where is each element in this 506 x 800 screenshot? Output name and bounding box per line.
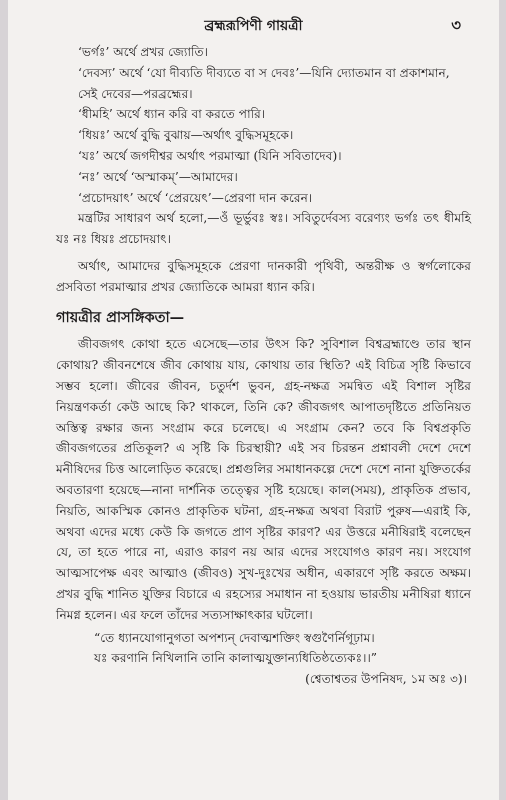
page-header (8, 14, 499, 40)
book-page (8, 0, 499, 800)
section-body-paragraph: জীবজগৎ কোথা হতে এসেছে—তার উৎস কি? সুবিশাল বিশ্বব্রহ্মাণ্ডে তার স্থান কোথায়? জীবনশেষে জীব কোথায় যায়, কোথায় তার স্থিতি? এই বিচিত্র সৃষ্টি কিভাবে সম্ভব হলো। জীবের জীবন, চতুর্দশ ভুবন, গ্রহ-নক্ষত্র সমন্বিত এই বিশাল সৃষ্টির নিয়ন্ত্রণকর্তা কেউ আছে কি? থাকলে, তিনি কে? জীবজগৎ আপাতদৃষ্টিতে প্রতিনিয়ত অস্তিত্ব রক্ষার জন্য সংগ্রাম করে চলেছে। এ সংগ্রাম কেন? তবে কি বিশ্বপ্রকৃতি জীবজগতের প্রতিকূল? এ সৃষ্টি কি চিরস্থায়ী? এই সব চিরন্তন প্রশ্নাবলী দেশে দেশে মনীষিদের চিত্ত আলোড়িত করেছে। প্রশ্নগুলির সমাধানকল্পে দেশে দেশে নানা যুক্তিতর্কের অবতারণা হয়েছে—নানা দার্শনিক তত্ত্বের সৃষ্টি হয়েছে। কাল(সময়), প্রাকৃতিক প্রভাব, নিয়তি, আকস্মিক কোনও প্রাকৃতিক ঘটনা, গ্রহ-নক্ষত্র অথবা বিরাট পুরুষ—এরাই কি, অথবা এদের মধ্যে কেউ কি জগতে প্রাণ সৃষ্টির কারণ? এর উত্তরে মনীষিরাই বলেছেন যে, তা হতে পারে না, এরাও কারণ নয় আর এদের সংযোগও কারণ নয়। সংযোগ আত্মসাপেক্ষ এবং আত্মাও (জীবও) সুখ-দুঃখের অধীন, একারণে সৃষ্টি করতে অক্ষম। প্রখর বুদ্ধি শানিত যুক্তির বিচারে এ রহস্যের সমাধান না হওয়ায় ভারতীয় মনীষিরা ধ্যানে নিমগ্ন হলেন। এর ফলে তাঁদের সত্যসাক্ষাৎকার ঘটলো। (56, 337, 471, 622)
verse-quote (56, 628, 471, 670)
definition-dhiyah: ‘ধিয়ঃ’ অর্থে বুদ্ধি বুঝায়—অর্থাৎ বুদ্ধিসমূহকে। (78, 128, 294, 143)
verse-line-2: যঃ করণানি নিখিলানি তানি কালাত্মযুক্তান্যধিতিষ্ঠত্যেকঃ।।” (94, 651, 378, 666)
word-definitions (56, 42, 471, 250)
mantra-meaning: মন্ত্রটির সাধারণ অর্থ হলো,—ওঁ ভূর্ভুবঃ স্বঃ। সবিতুর্দেবস্য বরেণ্যং ভর্গঃ তৎ ধীমহি যঃ নঃ ধিয়ঃ প্রচোদয়াৎ। (56, 211, 471, 247)
definition-dhimahi: ‘ধীমহি’ অর্থে ধ্যান করি বা করতে পারি। (78, 107, 266, 122)
summary-paragraph: অর্থাৎ, আমাদের বুদ্ধিসমূহকে প্রেরণা দানকারী পৃথিবী, অন্তরীক্ষ ও স্বর্গলোকের প্রসবিতা পরমাত্মার প্রখর জ্যোতিকে আমরা ধ্যান করি। (56, 258, 471, 294)
page-number: ৩ (451, 16, 461, 34)
definition-nah: ‘নঃ’ অর্থে ‘অস্মাকম্’—আমাদের। (78, 169, 238, 184)
definition-devasya: ‘দেবস্য’ অর্থে ‘যো দীব্যতি দীব্যতে বা স দেবঃ’—যিনি দ্যোতমান বা প্রকাশমান, সেই দেবের—পরব্রহ্মের। (78, 65, 450, 101)
definition-yah: ‘যঃ’ অর্থে জগদীশ্বর অর্থাৎ পরমাত্মা (যিনি সবিতাদেব)। (78, 148, 342, 163)
running-title: ব্রহ্মরূপিণী গায়ত্রী (204, 18, 303, 34)
definition-bhargah: ‘ভর্গঃ’ অর্থে প্রখর জ্যোতি। (78, 45, 208, 59)
section-heading: গায়ত্রীর প্রাসঙ্গিকতা— (56, 308, 185, 326)
page-content (56, 42, 471, 690)
verse-line-1: “তে ধ্যানযোগানুগতা অপশ্যন্ দেবাত্মশক্তিং স্বগুণৈর্নিগূঢ়াম। (94, 630, 375, 645)
definition-prachodayat: ‘প্রচোদয়াৎ’ অর্থে ‘প্রেরয়েৎ’—প্রেরণা দান করেন। (78, 190, 313, 205)
verse-source: (শ্বেতাশ্বতর উপনিষদ, ১ম অঃ ৩)। (305, 672, 467, 687)
